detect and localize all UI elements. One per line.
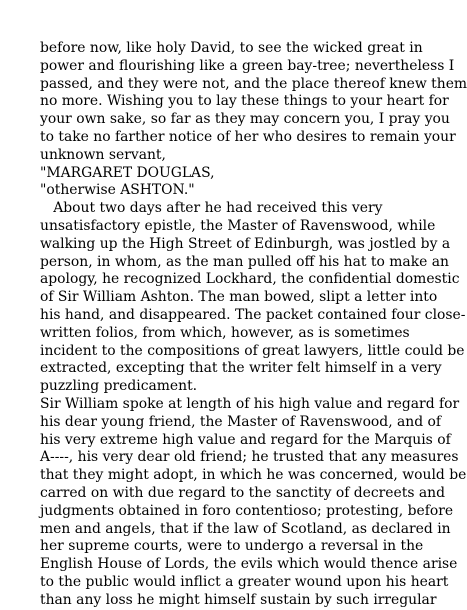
- text-line: her supreme courts, were to undergo a reversal in the: [40, 538, 424, 555]
- text-line: power and flourishing like a green bay-tree; nevertheless I: [40, 57, 455, 74]
- text-line: written folios, from which, however, as is sometimes: [40, 324, 410, 341]
- text-line: unsatisfactory epistle, the Master of Ravenswood, while: [40, 217, 436, 234]
- text-line: his dear young friend, the Master of Ravenswood, and of: [40, 413, 442, 430]
- text-line: judgments obtained in foro contentioso; protesting, before: [40, 502, 454, 519]
- text-line: to take no farther notice of her who desires to remain your: [40, 128, 456, 145]
- text-line: carred on with due regard to the sanctity of decreets and: [40, 484, 445, 501]
- letter-signature: "MARGARET DOUGLAS,: [40, 164, 215, 181]
- text-line: his hand, and disappeared. The packet contained four close-: [40, 306, 466, 323]
- text-line: that they might adopt, in which he was concerned, would be: [40, 467, 467, 484]
- text-line: his very extreme high value and regard for the Marquis of: [40, 431, 451, 448]
- text-line: unknown servant,: [40, 146, 166, 163]
- text-line: before now, like holy David, to see the wicked great in: [40, 40, 423, 56]
- text-line: extracted, excepting that the writer felt himself in a very: [40, 360, 442, 377]
- text-line: men and angels, that if the law of Scotland, as declared in: [40, 520, 451, 537]
- page-text: [40, 40, 467, 610]
- text-line: your own sake, so far as they may concern you, I pray you: [40, 111, 450, 128]
- paragraph-start: Sir William spoke at length of his high value and regard for: [40, 395, 460, 412]
- text-line: passed, and they were not, and the place thereof knew them: [40, 75, 467, 92]
- text-line: no more. Wishing you to lay these things to your heart for: [40, 93, 449, 110]
- paragraph-start: About two days after he had received this very: [40, 200, 383, 217]
- text-line: puzzling predicament.: [40, 378, 198, 395]
- text-line: apology, he recognized Lockhard, the confidential domestic: [40, 271, 460, 288]
- text-line: A----, his very dear old friend; he trusted that any measures: [40, 449, 459, 466]
- text-line: walking up the High Street of Edinburgh, was jostled by a: [40, 235, 451, 252]
- text-line: English House of Lords, the evils which would thence arise: [40, 556, 458, 573]
- text-line: incident to the compositions of great lawyers, little could be: [40, 342, 465, 359]
- letter-signature: "otherwise ASHTON.": [40, 182, 195, 199]
- text-line: than any loss he might himself sustain by such irregular: [40, 591, 437, 608]
- text-line: of Sir William Ashton. The man bowed, slipt a letter into: [40, 289, 438, 306]
- text-line: to the public would inflict a greater wound upon his heart: [40, 573, 449, 590]
- text-line: person, in whom, as the man pulled off his hat to make an: [40, 253, 449, 270]
